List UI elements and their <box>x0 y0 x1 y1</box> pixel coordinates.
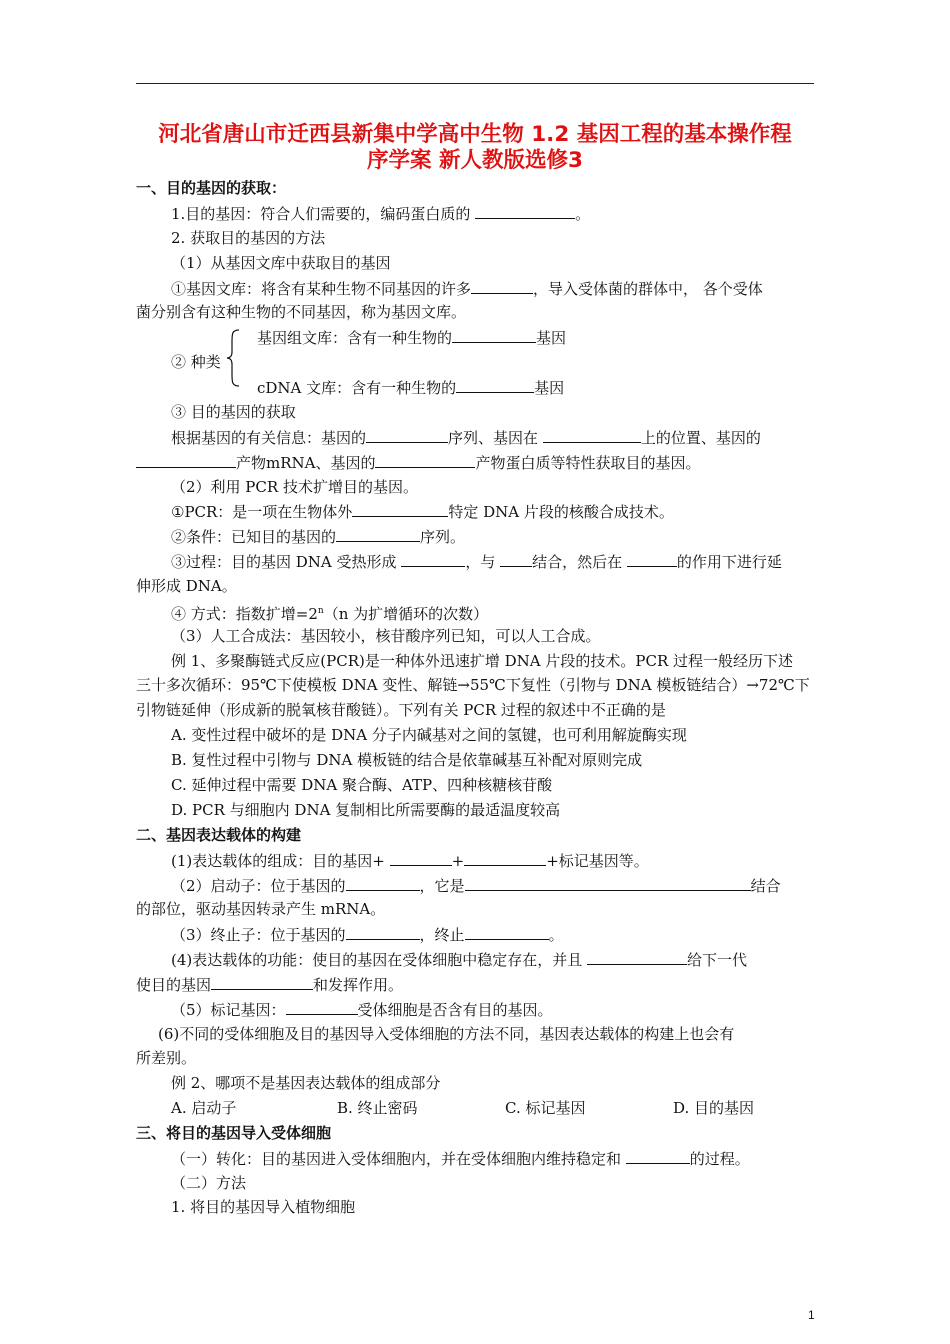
blank <box>627 551 677 567</box>
paragraph: （一）转化：目的基因进入受体细胞内，并在受体细胞内维持稳定和 的过程。 <box>171 1150 750 1168</box>
library-cdna: cDNA 文库：含有一种生物的 基因 <box>257 379 565 397</box>
paragraph: 的部位，驱动基因转录产生 mRNA。 <box>136 900 386 918</box>
paragraph: ③过程：目的基因 DNA 受热形成 ，与 结合，然后在 的作用下进行延 <box>171 553 782 571</box>
paragraph: ①PCR：是一项在生物体外 特定 DNA 片段的核酸合成技术。 <box>171 503 674 521</box>
blank <box>346 924 420 940</box>
blank <box>456 377 534 393</box>
curly-brace-icon <box>226 328 240 388</box>
blank <box>471 278 533 294</box>
blank <box>465 924 549 940</box>
paragraph: （5）标记基因： 受体细胞是否含有目的基因。 <box>171 1001 553 1019</box>
paragraph: 所差别。 <box>136 1049 197 1067</box>
blank <box>452 327 536 343</box>
blank <box>626 1148 690 1164</box>
blank <box>587 949 687 965</box>
blank <box>464 850 546 866</box>
option-b: B. 复性过程中引物与 DNA 模板链的结合是依靠碱基互补配对原则完成 <box>171 751 643 769</box>
blank <box>375 452 475 468</box>
option-c: C. 标记基因 <box>505 1099 586 1117</box>
paragraph: 伸形成 DNA。 <box>136 577 237 595</box>
paragraph: （二）方法 <box>171 1174 247 1192</box>
example-2-text: 例 2、哪项不是基因表达载体的组成部分 <box>171 1074 441 1092</box>
blank <box>346 875 420 891</box>
paragraph: 根据基因的有关信息：基因的 序列、基因在 上的位置、基因的 <box>171 429 761 447</box>
section-2-heading: 二、基因表达载体的构建 <box>136 826 302 844</box>
kinds-label: ② 种类 <box>171 353 221 371</box>
page-number: 1 <box>808 1308 815 1322</box>
blank <box>390 850 452 866</box>
paragraph: ④ 方式：指数扩增$=2^n(n$ 为扩增循环的次数） <box>171 605 489 623</box>
option-a: A. 启动子 <box>171 1099 237 1117</box>
paragraph: （3）人工合成法：基因较小，核苷酸序列已知，可以人工合成。 <box>171 627 601 645</box>
example-1-text: 例 1、多聚酶链式反应(PCR)是一种体外迅速扩增 DNA 片段的技术。PCR 过程一般经历下述 <box>171 652 794 670</box>
blank <box>211 974 313 990</box>
paragraph: 2. 获取目的基因的方法 <box>171 229 326 247</box>
paragraph: （1）从基因文库中获取目的基因 <box>171 254 391 272</box>
option-d: D. PCR 与细胞内 DNA 复制相比所需要酶的最适温度较高 <box>171 801 561 819</box>
example-1-text: 引物链延伸（形成新的脱氧核苷酸链）。下列有关 PCR 过程的叙述中不正确的是 <box>136 701 666 719</box>
paragraph: (6)不同的受体细胞及目的基因导入受体细胞的方法不同，基因表达载体的构建上也会有 <box>158 1025 735 1043</box>
paragraph: 使目的基因 和发挥作用。 <box>136 976 404 994</box>
paragraph: 产物mRNA、基因的 产物蛋白质等特性获取目的基因。 <box>136 452 701 473</box>
blank <box>336 526 420 542</box>
option-a: A. 变性过程中破坏的是 DNA 分子内碱基对之间的氢键，也可利用解旋酶实现 <box>171 726 687 744</box>
blank <box>500 551 532 567</box>
blank <box>286 999 358 1015</box>
blank <box>136 452 236 468</box>
paragraph: 1. 将目的基因导入植物细胞 <box>171 1198 356 1216</box>
library-genomic: 基因组文库：含有一种生物的 基因 <box>257 329 567 347</box>
blank <box>401 551 465 567</box>
option-b: B. 终止密码 <box>337 1099 418 1117</box>
paragraph: （2）利用 PCR 技术扩增目的基因。 <box>171 478 418 496</box>
blank <box>475 203 575 219</box>
paragraph: （3）终止子：位于基因的 ，终止 。 <box>171 926 564 944</box>
title-line-2: 序学案 新人教版选修3 <box>367 148 583 173</box>
blank <box>465 875 751 891</box>
paragraph: ①基因文库：将含有某种生物不同基因的许多 ，导入受体菌的群体中， 各个受体 <box>171 280 763 298</box>
paragraph: 菌分别含有这种生物的不同基因，称为基因文库。 <box>136 303 467 321</box>
blank <box>366 427 448 443</box>
paragraph: 1.目的基因：符合人们需要的，编码蛋白质的 。 <box>171 205 591 223</box>
section-3-heading: 三、将目的基因导入受体细胞 <box>136 1124 332 1142</box>
top-rule <box>136 83 814 84</box>
blank <box>543 427 641 443</box>
blank <box>352 501 448 517</box>
paragraph: ③ 目的基因的获取 <box>171 403 296 421</box>
paragraph: (4)表达载体的功能：使目的基因在受体细胞中稳定存在，并且 给下一代 <box>171 951 748 969</box>
title-line-1: 河北省唐山市迁西县新集中学高中生物 1.2 基因工程的基本操作程 <box>158 122 792 147</box>
paragraph: ②条件：已知目的基因的 序列。 <box>171 528 466 546</box>
section-1-heading: 一、目的基因的获取： <box>136 179 287 197</box>
example-1-text: 三十多次循环：95℃下使模板 DNA 变性、解链→55℃下复性（引物与 DNA 模板链结合）→72℃下 <box>136 676 810 694</box>
paragraph: （2）启动子：位于基因的 ，它是 结合 <box>171 877 781 895</box>
paragraph: (1)表达载体的组成：目的基因+ + +标记基因等。 <box>171 852 649 870</box>
option-d: D. 目的基因 <box>673 1099 755 1117</box>
option-c: C. 延伸过程中需要 DNA 聚合酶、ATP、四种核糖核苷酸 <box>171 776 553 794</box>
document-title <box>136 122 814 174</box>
superscript: n <box>317 606 324 616</box>
